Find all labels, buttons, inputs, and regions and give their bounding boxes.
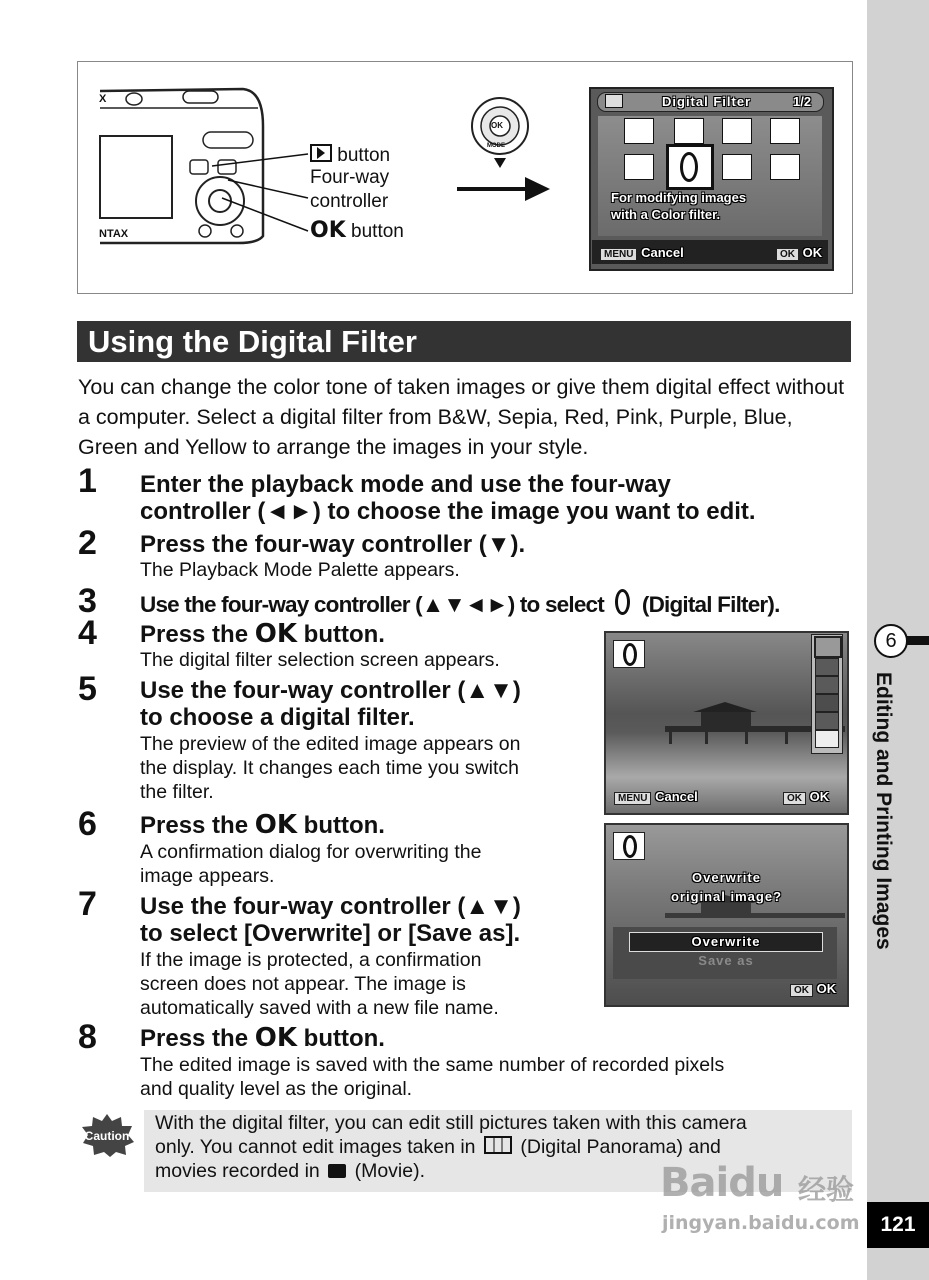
step-8-heading: Press the OK button. — [140, 1023, 385, 1053]
callout-lines — [200, 140, 310, 240]
step-5-number: 5 — [78, 670, 97, 708]
palette-icon-rotate — [624, 154, 654, 180]
lcd-ok-hint: OK OK — [776, 245, 822, 261]
watermark-logo: Baidu — [660, 1160, 784, 1206]
step-6-number: 6 — [78, 805, 97, 843]
caution-text: With the digital filter, you can edit still pictures taken with this camera only. You cannot edit images taken in (Digital Panorama) and movies recorded in (Movie). — [155, 1112, 747, 1182]
confirm-ok-hint: OK OK — [790, 981, 836, 997]
four-way-controller-icon — [470, 96, 532, 171]
step-2-number: 2 — [78, 524, 97, 562]
step-3-heading: Use the four-way controller (▲▼◄►) to select (Digital Filter). — [140, 589, 780, 618]
movie-icon — [328, 1164, 346, 1178]
digital-filter-icon — [615, 589, 630, 615]
filter-swatch — [815, 712, 839, 730]
page-number: 121 — [867, 1202, 929, 1248]
section-title: Using the Digital Filter — [88, 324, 417, 359]
step-2-heading: Press the four-way controller (▼). — [140, 531, 526, 558]
palette-icon-red-eye — [722, 154, 752, 180]
chapter-number: 6 — [874, 624, 908, 658]
filter-swatch — [815, 730, 839, 748]
watermark-cn: 经验 — [798, 1174, 855, 1205]
lcd-title: Digital Filter — [662, 94, 752, 109]
filter-swatch — [815, 676, 839, 694]
step-8-number: 8 — [78, 1018, 97, 1056]
playback-mode-icon — [605, 94, 623, 108]
option-save-as[interactable]: Save as — [698, 953, 754, 968]
watermark-url: jingyan.baidu.com — [662, 1212, 860, 1234]
caution-badge-label: Caution — [84, 1129, 130, 1143]
step-2-body: The Playback Mode Palette appears. — [140, 559, 460, 581]
step-5-body: The preview of the edited image appears on the display. It changes each time you switch the filter. — [140, 733, 521, 803]
step-4-number: 4 — [78, 614, 97, 652]
camera-x-mark: X — [99, 93, 107, 105]
step-8-body: The edited image is saved with the same number of recorded pixels and quality level as the original. — [140, 1054, 725, 1100]
controller-callout: controller — [310, 191, 389, 212]
panorama-icon — [484, 1136, 512, 1154]
camera-brand: NTAX — [99, 228, 129, 240]
four-way-callout: Four-way — [310, 167, 390, 188]
lcd-page-indicator: 1/2 — [793, 94, 812, 109]
digital-filter-icon — [623, 643, 637, 666]
overwrite-question: Overwrite original image? — [670, 870, 783, 904]
filter-swatch — [815, 658, 839, 676]
lcd-cancel-hint: MENU Cancel — [600, 245, 684, 261]
filter-cancel-hint: MENU Cancel — [614, 789, 698, 805]
filter-swatch — [815, 694, 839, 712]
playback-button-callout: button — [310, 144, 390, 167]
palette-icon-slideshow — [624, 118, 654, 144]
step-7-heading: Use the four-way controller (▲▼) to select [Overwrite] or [Save as]. — [140, 893, 521, 947]
step-1-number: 1 — [78, 462, 97, 500]
intro-paragraph: You can change the color tone of taken images or give them digital effect without a computer. Select a digital filter from B&W, Sepia, Red, Pink, Purple, Blue, Green and Yellow to arrange the images in your style. — [78, 375, 845, 459]
digital-filter-icon — [623, 835, 637, 858]
lcd-help-text: For modifying images with a Color filter. — [611, 190, 747, 222]
digital-filter-icon — [680, 152, 698, 182]
arrow-right-icon — [455, 174, 551, 204]
option-overwrite-selected[interactable]: Overwrite — [629, 932, 823, 952]
chapter-marker-bar — [906, 636, 929, 645]
step-5-heading: Use the four-way controller (▲▼) to choose a digital filter. — [140, 677, 521, 731]
palette-icon-copy — [770, 118, 800, 144]
palette-icon-frame — [770, 154, 800, 180]
playback-icon — [310, 144, 332, 162]
palette-icon-crop — [722, 118, 752, 144]
step-6-heading: Press the OK button. — [140, 810, 385, 840]
chapter-title: Editing and Printing Images — [872, 672, 895, 950]
dial-ok-label: OK — [491, 121, 503, 130]
filter-ok-hint: OK OK — [783, 789, 829, 805]
step-3-number: 3 — [78, 582, 97, 620]
ok-button-callout: OK button — [310, 218, 404, 243]
dial-mode-label: MODE — [487, 143, 505, 149]
step-4-body: The digital filter selection screen appears. — [140, 649, 500, 671]
step-7-number: 7 — [78, 885, 97, 923]
step-1-heading: Enter the playback mode and use the four-way controller (◄►) to choose the image you want to edit. — [140, 471, 756, 525]
step-4-heading: Press the OK button. — [140, 619, 385, 649]
step-7-body: If the image is protected, a confirmation screen does not appear. The image is automatically saved with a new file name. — [140, 949, 499, 1019]
palette-icon-resize — [674, 118, 704, 144]
filter-swatch-selected — [814, 636, 842, 658]
step-6-body: A confirmation dialog for overwriting the image appears. — [140, 841, 482, 887]
